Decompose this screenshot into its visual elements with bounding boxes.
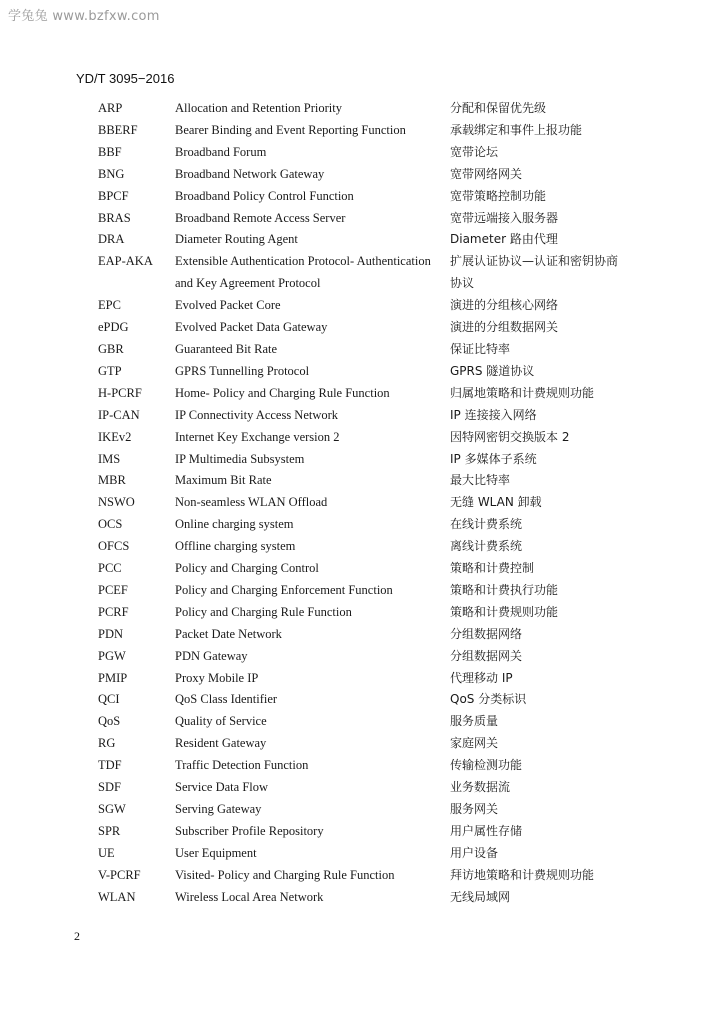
chinese-term-cell: 拜访地策略和计费规则功能 [450,867,595,882]
chinese-term-cell: 演进的分组数据网关 [450,320,559,335]
english-term-cell: Proxy Mobile IP [175,670,259,685]
table-row [98,843,658,865]
english-term-cell: Diameter Routing Agent [175,232,298,247]
abbreviation-cell: DRA [98,232,125,247]
table-row [98,536,658,558]
chinese-term-cell: Diameter 路由代理 [450,232,558,247]
table-row [98,229,658,251]
chinese-term-cell: 家庭网关 [450,736,499,751]
abbreviation-cell: PDN [98,626,124,641]
abbreviation-cell: GTP [98,363,122,378]
abbreviation-cell: UE [98,845,115,860]
abbreviation-cell: NSWO [98,495,135,510]
table-row [98,733,658,755]
chinese-term-cell: 在线计费系统 [450,517,523,532]
abbreviation-cell: IMS [98,451,121,466]
table-row [98,208,658,230]
chinese-term-cell: 演进的分组核心网络 [450,298,559,313]
chinese-term-cell: 无缝 WLAN 卸载 [450,495,542,510]
chinese-term-cell: GPRS 隧道协议 [450,363,535,378]
english-term-cell: Evolved Packet Core [175,298,281,313]
chinese-term-cell: 业务数据流 [450,780,511,795]
english-term-cell: Bearer Binding and Event Reporting Function [175,122,406,137]
abbreviation-cell: PMIP [98,670,128,685]
abbreviation-cell: GBR [98,341,124,356]
chinese-term-cell: 离线计费系统 [450,539,523,554]
table-row [98,558,658,580]
abbreviation-cell: OFCS [98,539,130,554]
english-term-cell: Subscriber Profile Repository [175,823,324,838]
english-term-cell: Wireless Local Area Network [175,889,324,904]
abbreviation-cell: SDF [98,780,121,795]
table-row [98,120,658,142]
english-term-cell: Broadband Remote Access Server [175,210,346,225]
chinese-term-cell: 宽带远端接入服务器 [450,210,559,225]
chinese-term-cell: 最大比特率 [450,473,511,488]
abbreviation-cell: EPC [98,298,121,313]
english-term-cell: Policy and Charging Control [175,561,319,576]
abbreviation-cell: SPR [98,823,121,838]
document-id-header: YD/T 3095−2016 [76,71,175,86]
chinese-term-cell: 无线局域网 [450,889,511,904]
english-term-cell: User Equipment [175,845,257,860]
watermark-text: 学兔兔 www.bzfxw.com [8,9,160,24]
english-term-cell: IP Connectivity Access Network [175,407,339,422]
chinese-term-cell: 扩展认证协议—认证和密钥协商 协议 [450,254,619,291]
abbreviation-cell: MBR [98,473,126,488]
abbreviation-cell: BPCF [98,188,129,203]
english-term-cell: Policy and Charging Enforcement Function [175,582,393,597]
table-row [98,186,658,208]
chinese-term-cell: QoS 分类标识 [450,692,527,707]
table-row [98,514,658,536]
english-term-cell: Non-seamless WLAN Offload [175,495,328,510]
english-term-cell: QoS Class Identifier [175,692,278,707]
abbreviation-cell: BRAS [98,210,131,225]
abbreviation-cell: IP-CAN [98,407,140,422]
abbreviation-cell: TDF [98,758,122,773]
chinese-term-cell: 策略和计费规则功能 [450,604,559,619]
abbreviation-cell: QCI [98,692,120,707]
table-row [98,449,658,471]
table-row [98,295,658,317]
chinese-term-cell: 分配和保留优先级 [450,101,547,115]
english-term-cell: Quality of Service [175,714,267,729]
abbreviation-cell: PCC [98,561,122,576]
english-term-cell: Broadband Forum [175,144,267,159]
table-row [98,339,658,361]
table-row [98,361,658,383]
table-row [98,251,658,295]
english-term-cell: Broadband Network Gateway [175,166,325,181]
english-term-cell: Service Data Flow [175,780,269,795]
chinese-term-cell: 分组数据网络 [450,626,523,641]
abbreviation-cell: PGW [98,648,126,663]
table-row [98,624,658,646]
table-row [98,755,658,777]
table-row [98,492,658,514]
chinese-term-cell: 保证比特率 [450,341,511,356]
table-row [98,142,658,164]
chinese-term-cell: 承载绑定和事件上报功能 [450,122,583,137]
chinese-term-cell: 分组数据网关 [450,648,523,663]
abbreviation-table [98,98,658,909]
abbreviation-cell: QoS [98,714,121,729]
english-term-cell: Internet Key Exchange version 2 [175,429,340,444]
table-row [98,821,658,843]
table-row [98,164,658,186]
table-row [98,711,658,733]
english-term-cell: Resident Gateway [175,736,267,751]
table-row [98,317,658,339]
table-row [98,887,658,909]
abbreviation-cell: RG [98,736,116,751]
abbreviation-cell: ARP [98,101,123,115]
chinese-term-cell: 用户设备 [450,845,499,860]
abbreviation-cell: V-PCRF [98,867,141,882]
english-term-cell: Maximum Bit Rate [175,473,272,488]
abbreviation-cell: PCRF [98,604,129,619]
abbreviation-cell: BBF [98,144,122,159]
abbreviation-table-body [98,98,658,909]
abbreviation-cell: PCEF [98,582,128,597]
table-row [98,689,658,711]
table-row [98,668,658,690]
english-term-cell: IP Multimedia Subsystem [175,451,305,466]
table-row [98,865,658,887]
english-term-cell: Broadband Policy Control Function [175,188,354,203]
chinese-term-cell: 用户属性存储 [450,823,523,838]
chinese-term-cell: 代理移动 IP [450,670,513,685]
table-row [98,470,658,492]
page-number: 2 [74,929,80,943]
abbreviation-cell: BNG [98,166,125,181]
chinese-term-cell: 服务网关 [450,802,499,816]
abbreviation-cell: OCS [98,517,123,532]
english-term-cell: Policy and Charging Rule Function [175,604,352,619]
table-row [98,602,658,624]
english-term-cell: Evolved Packet Data Gateway [175,320,328,335]
abbreviation-cell: H-PCRF [98,385,142,400]
english-term-cell: Online charging system [175,517,294,532]
english-term-cell: Traffic Detection Function [175,758,309,773]
english-term-cell: Guaranteed Bit Rate [175,341,278,356]
abbreviation-cell: EAP-AKA [98,254,153,269]
chinese-term-cell: 归属地策略和计费规则功能 [450,385,595,400]
english-term-cell: Home- Policy and Charging Rule Function [175,385,390,400]
abbreviation-cell: ePDG [98,320,129,335]
english-term-cell: Visited- Policy and Charging Rule Function [175,867,395,882]
table-row [98,799,658,821]
english-term-cell: GPRS Tunnelling Protocol [175,363,310,378]
chinese-term-cell: 宽带论坛 [450,144,499,159]
chinese-term-cell: 服务质量 [450,714,499,729]
chinese-term-cell: IP 多媒体子系统 [450,451,537,466]
table-row [98,405,658,427]
chinese-term-cell: IP 连接接入网络 [450,407,537,422]
table-row [98,777,658,799]
english-term-cell: Packet Date Network [175,626,282,641]
abbreviation-cell: IKEv2 [98,429,132,444]
english-term-cell: Offline charging system [175,539,296,554]
chinese-term-cell: 策略和计费执行功能 [450,582,559,597]
table-row [98,383,658,405]
english-term-cell: Serving Gateway [175,802,262,816]
abbreviation-cell: BBERF [98,122,138,137]
table-row [98,646,658,668]
english-term-cell: Allocation and Retention Priority [175,101,342,115]
chinese-term-cell: 宽带网络网关 [450,166,523,181]
table-row [98,98,658,120]
english-term-cell: Extensible Authentication Protocol- Authentication and Key Agreement Protocol [175,254,431,291]
chinese-term-cell: 策略和计费控制 [450,561,535,576]
table-row [98,580,658,602]
abbreviation-cell: WLAN [98,889,136,904]
chinese-term-cell: 因特网密钥交换版本 2 [450,429,570,444]
chinese-term-cell: 宽带策略控制功能 [450,188,547,203]
english-term-cell: PDN Gateway [175,648,248,663]
table-row [98,427,658,449]
abbreviation-cell: SGW [98,802,126,816]
chinese-term-cell: 传输检测功能 [450,758,523,773]
